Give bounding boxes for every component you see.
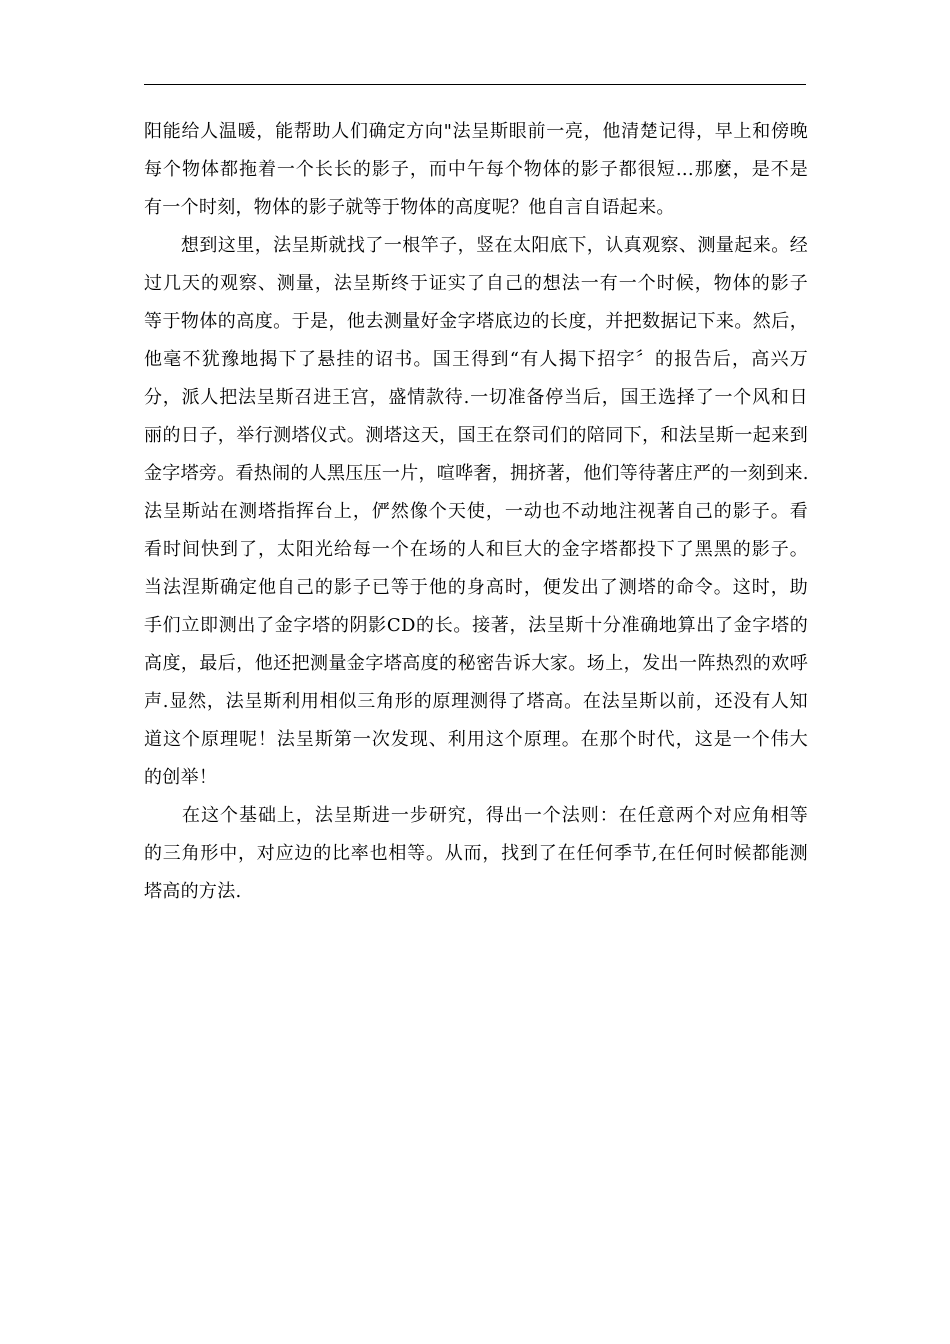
text-line: 丽的日子，举行测塔仪式。测塔这天，国王在祭司们的陪同下，和法呈斯一起来到 xyxy=(144,425,808,446)
text-line: 看时间快到了，太阳光给每一个在场的人和巨大的金字塔都投下了黑黑的影子。 xyxy=(144,539,808,560)
text-line: 手们立即测出了金字塔的阴影CD的长。接著，法呈斯十分准确地算出了金字塔的 xyxy=(144,615,808,636)
paragraph-3 xyxy=(144,797,808,911)
text-line: 法呈斯站在测塔指挥台上，俨然像个天使，一动也不动地注视著自己的影子。看 xyxy=(144,501,808,522)
text-line: 声.显然，法呈斯利用相似三角形的原理测得了塔高。在法呈斯以前，还没有人知 xyxy=(144,691,808,712)
text-line: 的三角形中，对应边的比率也相等。从而，找到了在任何季节,在任何时候都能测 xyxy=(144,843,808,864)
text-line: 阳能给人温暖，能帮助人们确定方向"法呈斯眼前一亮，他清楚记得，早上和傍晚 xyxy=(144,121,808,142)
text-line: 金字塔旁。看热闹的人黑压压一片，喧哗奢，拥挤著，他们等待著庄严的一刻到来. xyxy=(144,463,809,484)
text-line: 道这个原理呢！法呈斯第一次发现、利用这个原理。在那个时代，这是一个伟大 xyxy=(144,729,808,750)
text-line: 有一个时刻，物体的影子就等于物体的高度呢？他自言自语起来。 xyxy=(144,197,675,218)
text-line: 等于物体的高度。于是，他去测量好金字塔底边的长度，并把数据记下来。然后， xyxy=(144,311,808,332)
text-line: 分，派人把法呈斯召进王宫，盛情款待.一切准备停当后，国王选择了一个风和日 xyxy=(144,387,808,408)
paragraph-1 xyxy=(144,113,808,227)
text-line: 高度，最后，他还把测量金字塔高度的秘密告诉大家。场上，发出一阵热烈的欢呼 xyxy=(144,653,808,674)
text-line: 塔高的方法. xyxy=(144,881,242,902)
text-line: 在这个基础上，法呈斯进一步研究，得出一个法则：在任意两个对应角相等 xyxy=(144,805,808,826)
paragraph-2 xyxy=(144,227,808,797)
document-body xyxy=(144,113,808,911)
text-line: 过几天的观察、测量，法呈斯终于证实了自己的想法一有一个时候，物体的影子 xyxy=(144,273,808,294)
text-line: 的创举！ xyxy=(144,767,218,788)
text-line: 他毫不犹豫地揭下了悬挂的诏书。国王得到“有人揭下招字〞的报告后，高兴万 xyxy=(144,349,808,370)
text-line: 想到这里，法呈斯就找了一根竿子，竖在太阳底下，认真观察、测量起来。经 xyxy=(144,235,808,256)
text-line: 每个物体都拖着一个长长的影子，而中午每个物体的影子都很短…那麼，是不是 xyxy=(144,159,808,180)
text-line: 当法涅斯确定他自己的影子已等于他的身高时，便发出了测塔的命令。这时，助 xyxy=(144,577,808,598)
header-rule xyxy=(144,84,806,85)
